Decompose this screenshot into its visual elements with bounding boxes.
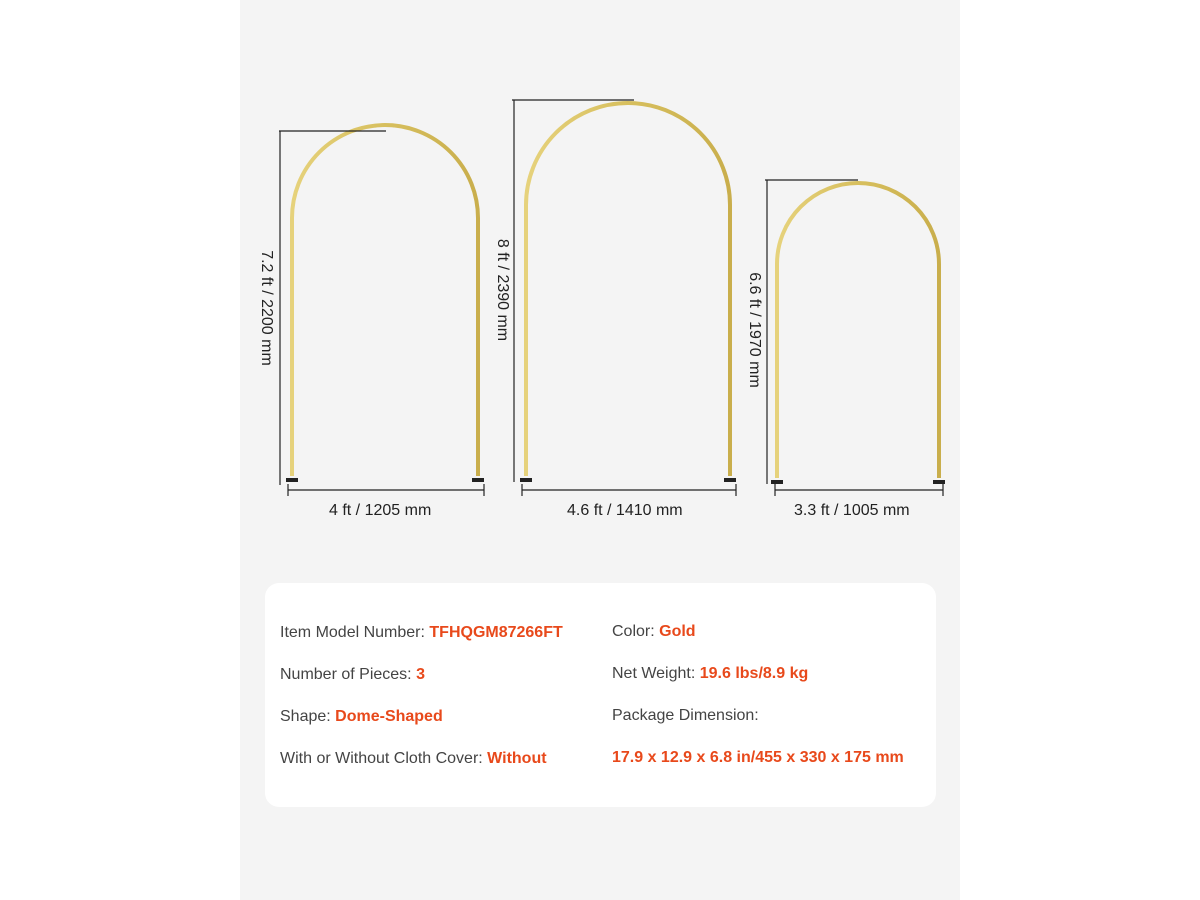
spec-model xyxy=(280,624,563,642)
spec-weight-value: 19.6 lbs/8.9 kg xyxy=(699,665,809,682)
arch-2-width-line xyxy=(522,484,736,496)
spec-package-value xyxy=(612,749,904,767)
arch-2-height-label: 8 ft / 2390 mm xyxy=(494,238,511,342)
spec-pieces-label: Number of Pieces: xyxy=(280,666,417,683)
spec-package-label: Package Dimension: xyxy=(612,707,759,724)
spec-color xyxy=(612,623,696,641)
arch-3-height-label: 6.6 ft / 1970 mm xyxy=(746,272,763,388)
spec-weight xyxy=(612,665,808,683)
spec-shape-value: Dome-Shaped xyxy=(335,708,443,725)
spec-cover-label: With or Without Cloth Cover: xyxy=(280,750,488,767)
arch-frame-3 xyxy=(771,183,945,482)
arch-2-width-label: 4.6 ft / 1410 mm xyxy=(567,502,683,519)
arch-3-width-label: 3.3 ft / 1005 mm xyxy=(794,502,910,519)
arch-1-width-label: 4 ft / 1205 mm xyxy=(329,502,432,519)
arch-2-height-line xyxy=(512,100,634,482)
spec-weight-label: Net Weight: xyxy=(612,665,700,682)
spec-pieces xyxy=(280,666,425,684)
arch-1-height-line xyxy=(279,131,386,485)
spec-package-dimensions: 17.9 x 12.9 x 6.8 in/455 x 330 x 175 mm xyxy=(612,749,904,766)
arch-1-height-label: 7.2 ft / 2200 mm xyxy=(258,250,275,366)
arch-frame-1 xyxy=(286,125,484,480)
spec-cover xyxy=(280,750,547,768)
spec-cover-value: Without xyxy=(487,750,547,767)
spec-shape xyxy=(280,708,443,726)
spec-shape-label: Shape: xyxy=(280,708,336,725)
spec-pieces-value: 3 xyxy=(416,666,425,683)
spec-color-label: Color: xyxy=(612,623,660,640)
spec-model-label: Item Model Number: xyxy=(280,624,430,641)
arch-3-width-line xyxy=(775,484,943,496)
specs-card xyxy=(265,583,936,807)
spec-color-value: Gold xyxy=(659,623,696,640)
arch-1-width-line xyxy=(288,484,484,496)
arch-frame-2 xyxy=(520,103,736,480)
spec-model-value: TFHQGM87266FT xyxy=(429,624,563,641)
